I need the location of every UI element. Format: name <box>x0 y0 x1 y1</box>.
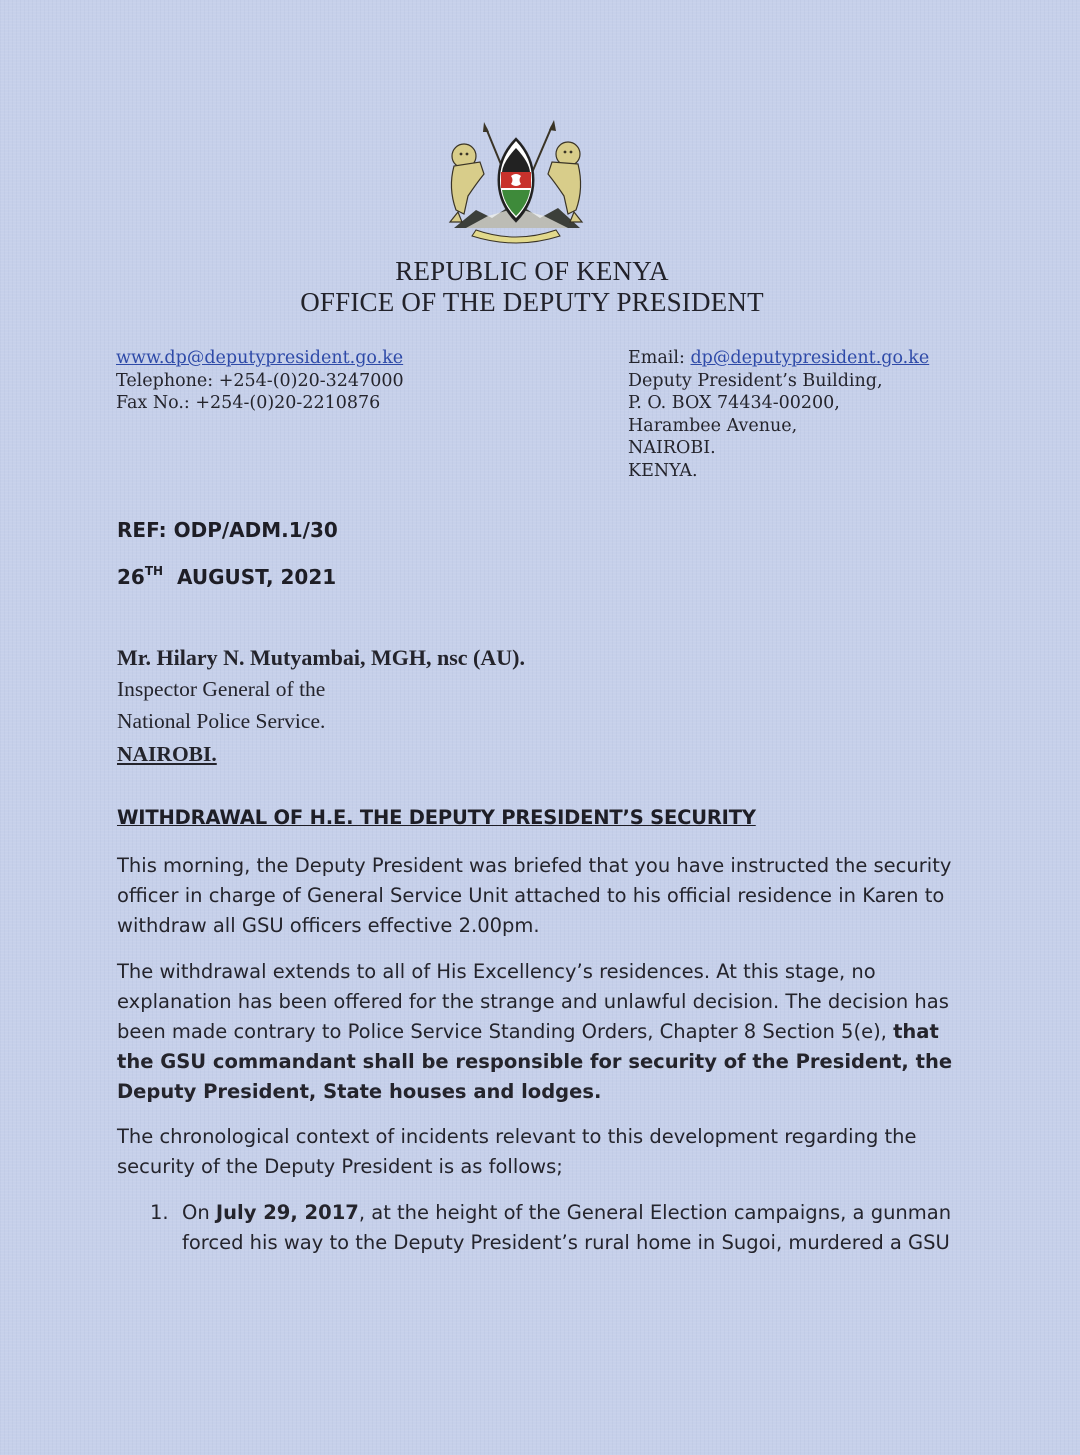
list-item-number: 1. <box>150 1201 169 1224</box>
paragraph-3 <box>117 1122 937 1182</box>
list-item-date: July 29, 2017 <box>215 1201 359 1224</box>
subject-heading: WITHDRAWAL OF H.E. THE DEPUTY PRESIDENT’S SECURITY <box>117 806 756 829</box>
contact-right <box>628 347 929 482</box>
email-link[interactable]: dp@deputypresident.go.ke <box>690 348 930 368</box>
paragraph-2-line: The withdrawal extends to all of His Excellency’s residences. At this stage, no <box>117 960 876 983</box>
header-office: OFFICE OF THE DEPUTY PRESIDENT <box>300 287 764 317</box>
avenue-text: Harambee Avenue, <box>628 415 798 436</box>
list-item-lead: On <box>182 1201 216 1224</box>
header-republic: REPUBLIC OF KENYA <box>395 256 669 286</box>
country-text: KENYA. <box>628 460 698 481</box>
paragraph-2 <box>117 957 953 1107</box>
paragraph-2-bold-line: Deputy President, State houses and lodges. <box>117 1080 602 1103</box>
reference-number: REF: ODP/ADM.1/30 <box>117 518 338 542</box>
date-day: 26 <box>117 565 145 589</box>
paragraph-1-line: withdraw all GSU officers effective 2.00pm. <box>117 914 540 937</box>
po-box-text: P. O. BOX 74434-00200, <box>628 393 840 413</box>
list-item-body <box>182 1198 962 1258</box>
building-text: Deputy President’s Building, <box>628 370 883 391</box>
paragraph-3-line: security of the Deputy President is as follows; <box>117 1155 563 1178</box>
date-month-year: AUGUST, 2021 <box>163 565 337 589</box>
paragraph-1-line: This morning, the Deputy President was briefed that you have instructed the security <box>117 854 952 877</box>
website-link[interactable]: www.dp@deputypresident.go.ke <box>116 348 404 368</box>
recipient-title-1: Inspector General of the <box>117 677 326 701</box>
paragraph-1 <box>117 851 952 941</box>
telephone-text: Telephone: +254-(0)20-3247000 <box>116 370 404 391</box>
list-item-line: forced his way to the Deputy President’s rural home in Sugoi, murdered a GSU <box>182 1231 950 1254</box>
city-text: NAIROBI. <box>628 438 716 458</box>
contact-left <box>116 347 404 415</box>
paragraph-2-line: explanation has been offered for the strange and unlawful decision. The decision has <box>117 990 949 1013</box>
fax-text: Fax No.: +254-(0)20-2210876 <box>116 393 381 413</box>
paragraph-2-bold-line: the GSU commandant shall be responsible for security of the President, the <box>117 1050 953 1073</box>
bold-that: that <box>893 1020 939 1043</box>
date-suffix: TH <box>144 564 164 578</box>
email-label: Email: <box>628 348 691 368</box>
letter-date <box>117 564 336 589</box>
list-item-line <box>182 1198 962 1228</box>
recipient-title-2: National Police Service. <box>117 709 326 733</box>
standing-orders-text: been made contrary to Police Service Standing Orders, Chapter 8 Section 5(e), <box>117 1020 894 1043</box>
recipient-name: Mr. Hilary N. Mutyambai, MGH, nsc (AU). <box>117 645 525 670</box>
paragraph-1-line: officer in charge of General Service Unit attached to his official residence in Karen to <box>117 884 945 907</box>
paragraph-2-line <box>117 1017 937 1047</box>
list-item-text: , at the height of the General Election campaigns, a gunman <box>358 1201 952 1224</box>
recipient-city: NAIROBI. <box>117 742 217 766</box>
paragraph-3-line: The chronological context of incidents relevant to this development regarding the <box>117 1125 917 1148</box>
kenya-coat-of-arms-icon <box>436 118 596 246</box>
